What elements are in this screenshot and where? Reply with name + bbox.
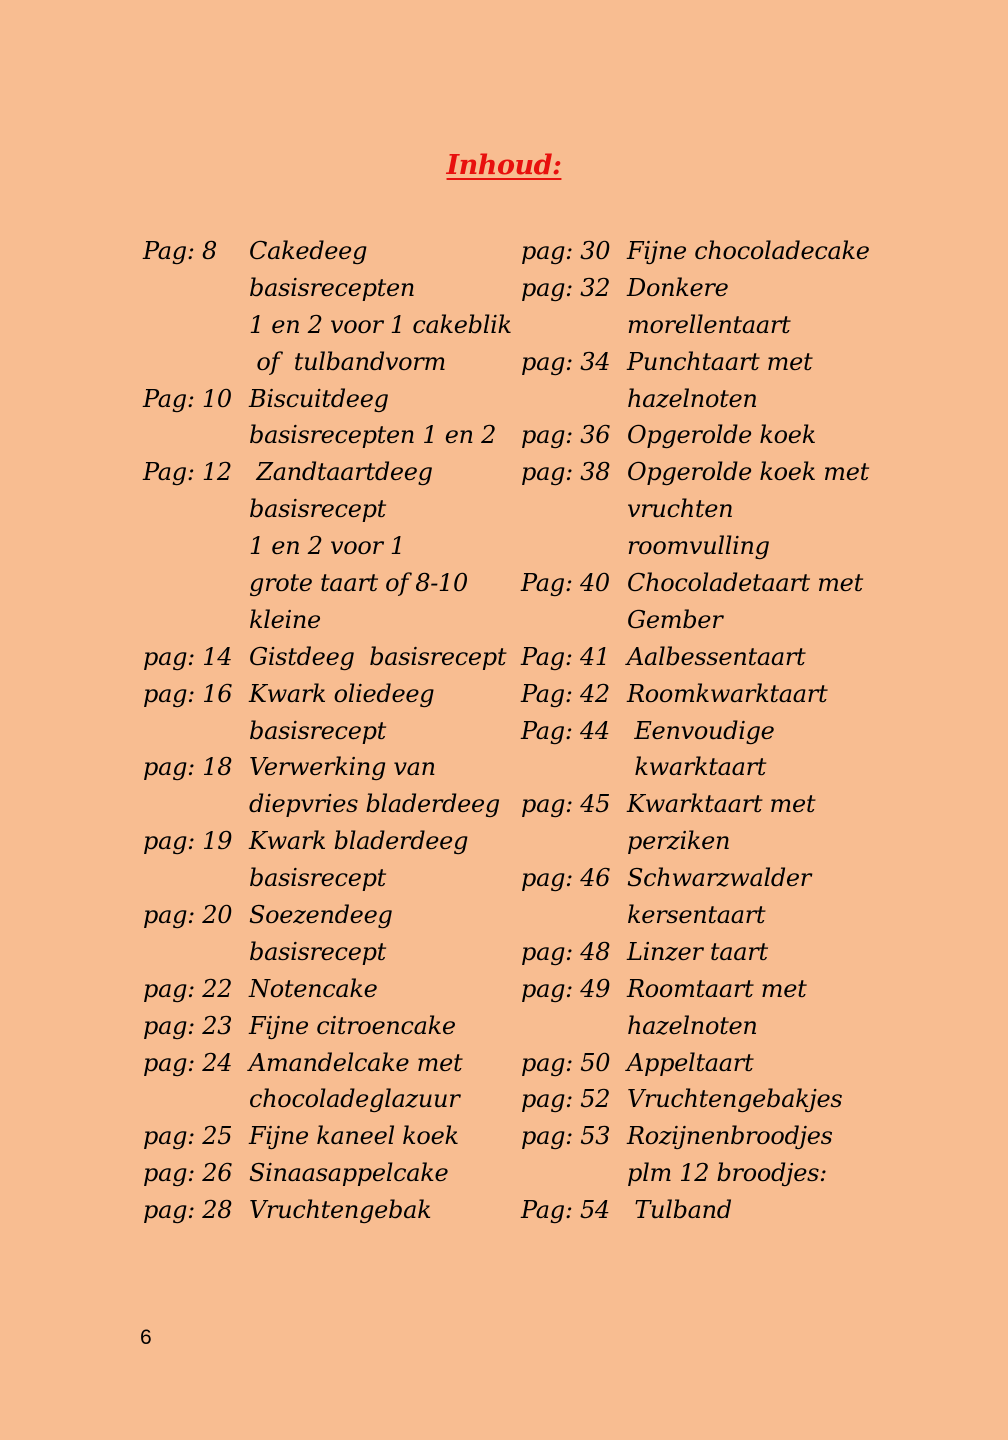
toc-entry xyxy=(521,307,881,344)
toc-entry-title: Donkere xyxy=(627,273,729,302)
toc-entry-title: Roomtaart met xyxy=(627,974,807,1003)
toc-entry xyxy=(143,270,513,307)
toc-page-ref: Pag: 44 xyxy=(521,716,610,745)
toc-entry-title: Gember xyxy=(627,605,723,634)
toc-entry-title: 1 en 2 voor 1 xyxy=(249,532,406,561)
toc-page-ref: pag: 28 xyxy=(143,1196,233,1225)
toc-page-ref: pag: 19 xyxy=(143,827,233,856)
toc-entry-title: Opgerolde koek met xyxy=(627,458,869,487)
toc-entry-title: Linzer taart xyxy=(627,937,768,966)
toc-entry xyxy=(521,528,881,565)
toc-entry-title: basisrecept xyxy=(249,937,387,966)
toc-entry xyxy=(143,639,513,676)
toc-page-ref: pag: 36 xyxy=(521,421,611,450)
toc-entry-title: hazelnoten xyxy=(627,384,758,413)
toc-page-ref: pag: 52 xyxy=(521,1085,611,1114)
toc-page-ref: pag: 16 xyxy=(143,679,233,708)
toc-entry-title: perziken xyxy=(627,827,731,856)
toc-entry xyxy=(143,491,513,528)
toc-entry xyxy=(143,454,513,491)
toc-page-ref: pag: 25 xyxy=(143,1122,233,1151)
toc-entry xyxy=(521,1081,881,1118)
toc-entry xyxy=(143,307,513,344)
toc-page-ref: pag: 50 xyxy=(521,1048,611,1077)
toc-entry-title: Gistdeeg basisrecept xyxy=(249,642,507,671)
toc-entry-title: of tulbandvorm xyxy=(249,347,446,376)
toc-page-ref: pag: 18 xyxy=(143,753,233,782)
toc-entry xyxy=(143,1045,513,1082)
toc-entry xyxy=(521,454,881,491)
toc-page-ref: pag: 49 xyxy=(521,974,611,1003)
toc-page-ref: Pag: 8 xyxy=(143,237,217,265)
toc-entry xyxy=(143,381,513,418)
toc-entry xyxy=(521,971,881,1008)
toc-entry-title: morellentaart xyxy=(627,310,791,339)
toc-entry xyxy=(143,565,513,602)
toc-entry xyxy=(143,1008,513,1045)
toc-entry-title: Eenvoudige xyxy=(627,716,775,745)
toc-entry-title: Opgerolde koek xyxy=(627,421,816,450)
toc-page-ref: pag: 22 xyxy=(143,974,233,1003)
toc-entry xyxy=(521,1008,881,1045)
toc-entry xyxy=(143,897,513,934)
toc-page-ref: pag: 24 xyxy=(143,1048,233,1077)
toc-entry xyxy=(521,1118,881,1155)
toc-entry-title: Schwarzwalder xyxy=(627,864,811,893)
toc-entry xyxy=(143,786,513,823)
toc-entry-title: chocoladeglazuur xyxy=(249,1085,460,1114)
toc-page-ref: pag: 45 xyxy=(521,790,611,819)
toc-page-ref: pag: 26 xyxy=(143,1159,233,1188)
toc-entry xyxy=(143,1118,513,1155)
toc-entry xyxy=(521,270,881,307)
toc-entry-title: Soezendeeg xyxy=(249,901,393,930)
toc-entry-title: Vruchtengebak xyxy=(249,1196,432,1225)
toc-page-ref: pag: 30 xyxy=(521,237,611,265)
toc-entry xyxy=(143,749,513,786)
toc-entry-title: grote taart of 8-10 xyxy=(249,569,468,598)
toc-entry xyxy=(521,417,881,454)
toc-entry xyxy=(143,713,513,750)
toc-page-ref: Pag: 12 xyxy=(143,458,232,487)
page-title: Inhoud: xyxy=(446,150,562,181)
toc-page-ref: pag: 14 xyxy=(143,642,233,671)
toc-entry-title: kleine xyxy=(249,605,321,634)
toc-page-ref: Pag: 41 xyxy=(521,642,610,671)
toc-entry xyxy=(143,528,513,565)
toc-entry-title: Verwerking van xyxy=(249,753,436,782)
toc-page-ref: pag: 20 xyxy=(143,901,233,930)
toc-entry xyxy=(143,934,513,971)
toc-entry xyxy=(143,1155,513,1192)
toc-entry-title: Cakedeeg xyxy=(249,237,368,265)
toc-entry xyxy=(521,602,881,639)
toc-entry xyxy=(521,1045,881,1082)
toc-entry-title: kwarktaart xyxy=(627,753,767,782)
toc-entry-title: kersentaart xyxy=(627,901,766,930)
toc-entry-title: Biscuitdeeg xyxy=(249,384,389,413)
toc-entry-title: basisrecept xyxy=(249,495,387,524)
toc-entry xyxy=(143,1081,513,1118)
toc-entry-title: vruchten xyxy=(627,495,734,524)
toc-entry xyxy=(143,860,513,897)
toc-entry-title: Fijne kaneel koek xyxy=(249,1122,459,1151)
toc-entry-title: Rozijnenbroodjes xyxy=(627,1122,833,1151)
toc-entry-title: hazelnoten xyxy=(627,1011,758,1040)
toc-entry xyxy=(143,417,513,454)
toc-entry-title: Kwarktaart met xyxy=(627,790,816,819)
toc-page-ref: pag: 34 xyxy=(521,347,611,376)
toc-entry-title: Roomkwarktaart xyxy=(627,679,828,708)
toc-entry-title: Chocoladetaart met xyxy=(627,569,863,598)
toc-entry-title: basisrecept xyxy=(249,716,387,745)
toc-page-ref: pag: 53 xyxy=(521,1122,611,1151)
toc-entry-title: Amandelcake met xyxy=(249,1048,463,1077)
toc-entry-title: plm 12 broodjes: xyxy=(627,1159,827,1188)
toc-entry-title: Zandtaartdeeg xyxy=(249,458,433,487)
toc-entry-title: roomvulling xyxy=(627,532,770,561)
toc-entry-title: Sinaasappelcake xyxy=(249,1159,449,1188)
page-number: 6 xyxy=(140,1326,152,1349)
toc-entry xyxy=(521,897,881,934)
toc-entry-title: Notencake xyxy=(249,974,378,1003)
toc-entry xyxy=(143,602,513,639)
toc-page-ref: pag: 46 xyxy=(521,864,611,893)
toc-entry-title: Tulband xyxy=(627,1196,732,1225)
toc-page-ref: pag: 23 xyxy=(143,1011,233,1040)
toc-entry xyxy=(521,713,881,750)
toc-page-ref: pag: 38 xyxy=(521,458,611,487)
toc-entry xyxy=(521,381,881,418)
toc-entry xyxy=(143,676,513,713)
toc-entry xyxy=(521,786,881,823)
toc-page-ref: pag: 48 xyxy=(521,937,611,966)
toc-entry-title: Kwark bladerdeeg xyxy=(249,827,469,856)
toc-page-ref: Pag: 40 xyxy=(521,569,610,598)
toc-entry-title: 1 en 2 voor 1 cakeblik xyxy=(249,310,512,339)
toc-entry xyxy=(521,639,881,676)
toc-page-ref: pag: 32 xyxy=(521,273,611,302)
toc-page-ref: Pag: 42 xyxy=(521,679,610,708)
toc-entry-title: basisrecepten xyxy=(249,273,416,302)
toc-entry-title: Appeltaart xyxy=(627,1048,754,1077)
toc-entry xyxy=(143,823,513,860)
toc-entry-title: basisrecept xyxy=(249,864,387,893)
toc-entry xyxy=(143,971,513,1008)
toc-entry xyxy=(521,344,881,381)
toc-entry xyxy=(521,676,881,713)
toc-entry-title: basisrecepten 1 en 2 xyxy=(249,421,497,450)
toc-entry-title: diepvries bladerdeeg xyxy=(249,790,500,819)
toc-entry-title: Fijne citroencake xyxy=(249,1011,456,1040)
toc-entry xyxy=(521,823,881,860)
toc-page-ref: Pag: 54 xyxy=(521,1196,610,1225)
toc-entry-title: Fijne chocoladecake xyxy=(627,237,870,265)
toc-entry-title: Kwark oliedeeg xyxy=(249,679,435,708)
toc-entry xyxy=(521,565,881,602)
toc-entry xyxy=(143,344,513,381)
toc-entry xyxy=(521,1192,881,1229)
toc-entry xyxy=(521,1155,881,1192)
toc-entry xyxy=(521,934,881,971)
toc-entry xyxy=(143,1192,513,1229)
toc-right-column xyxy=(521,233,881,1229)
toc-entry-title: Punchtaart met xyxy=(627,347,813,376)
toc-entry xyxy=(521,749,881,786)
toc-entry xyxy=(143,233,513,270)
toc-entry-title: Aalbessentaart xyxy=(627,642,806,671)
toc-entry xyxy=(521,491,881,528)
toc-entry xyxy=(521,860,881,897)
toc-entry xyxy=(521,233,881,270)
toc-entry-title: Vruchtengebakjes xyxy=(627,1085,843,1114)
toc-left-column xyxy=(143,233,513,1229)
toc-page-ref: Pag: 10 xyxy=(143,384,232,413)
